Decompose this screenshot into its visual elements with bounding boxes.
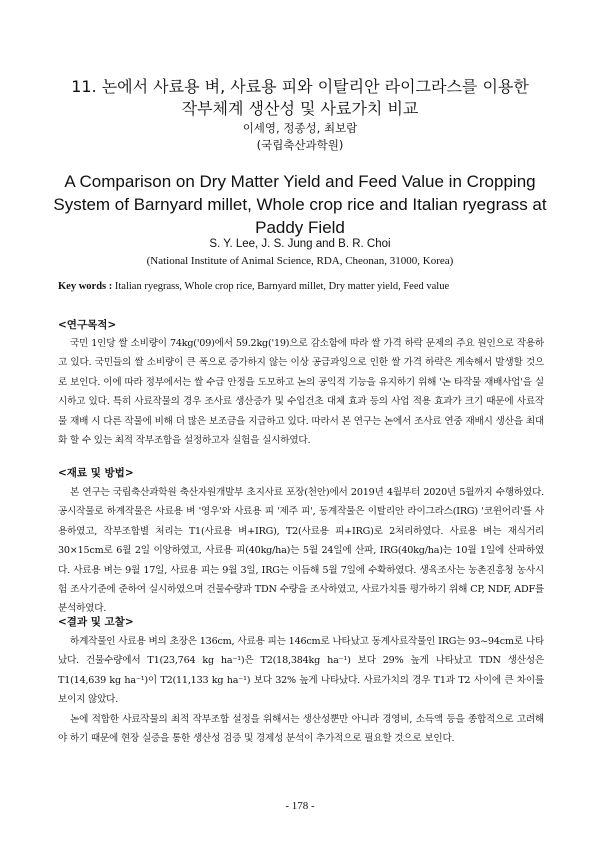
english-authors: S. Y. Lee, J. S. Jung and B. R. Choi (209, 238, 391, 250)
keywords-text: Italian ryegrass, Whole crop rice, Barnyard millet, Dry matter yield, Feed value (114, 281, 450, 292)
results-body (58, 632, 544, 748)
korean-affiliation: (국립축산과학원) (256, 138, 344, 152)
methods-heading: <재료 및 방법> (58, 467, 134, 479)
page-number: - 178 - (285, 800, 315, 812)
objective-paragraph: 국민 1인당 쌀 소비량이 74kg('09)에서 59.2kg('19)으로 감소함에 따라 쌀 가격 하락 문제의 주요 원인으로 작용하고 있다. 국민들의 쌀 소비량이 큰 폭으로 증가하지 않는 이상 공급과잉으로 인한 쌀 가격 하락은 계속해서 발생할 것으로 보인다. 이에 따라 정부에서는 쌀 수급 안정을 도모하고 논의 공익적 기능을 유지하기 위해 '논 타작물 재배사업'을 실시하고 있다. 특히 사료작물의 경우 조사료 생산증가 및 수입건초 대체 효과 등의 사업 적용 효과가 크기 때문에 사료작물 재배 시 다른 작물에 비해 더 많은 보조금을 지급하고 있다. 따라서 본 연구는 논에서 조사료 연중 재배시 생산을 최대화 할 수 있는 최적 작부조합을 설정하고자 실험을 실시하였다. (58, 338, 544, 447)
english-title-line-2: System of Barnyard millet, Whole crop rice and Italian ryegrass at (53, 195, 547, 214)
results-paragraph-2: 논에 적합한 사료작물의 최적 작부조합 설정을 위해서는 생산성뿐만 아니라 경영비, 소득액 등을 종합적으로 고려해야 하기 때문에 현장 실증을 통한 생산성 검증 및 경제성 분석이 추가적으로 필요할 것으로 보인다. (58, 713, 544, 745)
methods-paragraph: 본 연구는 국립축산과학원 축산자원개발부 초지사료 포장(천안)에서 2019년 4월부터 2020년 5월까지 수행하였다. 공시작물로 하계작물은 사료용 벼 '영우'와 사료용 피 '제주 피', 동계작물은 이탈리안 라이그라스(IRG) '코윈어리'를 사용하였고, 작부조합별 처리는 T1(사료용 벼+IRG), T2(사료용 피+IRG)로 2처리하였다. 사료용 벼는 재식거리 30×15cm로 6월 2일 이앙하였고, 사료용 피(40kg/ha)는 5월 24일에 산파, IRG(40kg/ha)는 10월 1일에 산파하였다. 사료용 벼는 9월 17일, 사료용 피는 9월 3일, IRG는 이듬해 5월 7일에 수확하였다. 생육조사는 농촌진흥청 농사시험 조사기준에 준하여 실시하였으며 건물수량과 TDN 수량을 조사하였고, 사료가치를 평가하기 위해 CP, NDF, ADF를 분석하였다. (58, 487, 544, 615)
results-heading: <결과 및 고찰> (58, 616, 134, 628)
keywords-label: Key words : (58, 281, 113, 292)
korean-title-line-2: 작부체계 생산성 및 사료가치 비교 (181, 99, 419, 118)
english-title (40, 170, 560, 239)
objective-body (58, 334, 544, 450)
korean-title-line-1: 11. 논에서 사료용 벼, 사료용 피와 이탈리안 라이그라스를 이용한 (71, 77, 529, 96)
english-affiliation: (National Institute of Animal Science, RDA, Cheonan, 31000, Korea) (146, 255, 454, 267)
methods-body (58, 483, 544, 619)
korean-title (40, 76, 560, 120)
korean-authors: 이세영, 정종성, 최보람 (242, 121, 358, 135)
objective-heading: <연구목적> (58, 319, 117, 331)
english-title-line-1: A Comparison on Dry Matter Yield and Feed Value in Cropping (64, 172, 536, 191)
keywords (58, 279, 558, 294)
english-title-line-3: Paddy Field (255, 218, 345, 237)
results-paragraph-1: 하계작물인 사료용 벼의 초장은 136cm, 사료용 피는 146cm로 나타났고 동계사료작물인 IRG는 93~94cm로 나타났다. 건물수량에서 T1(23,764 kg ha⁻¹)은 T2(18,384kg ha⁻¹) 보다 29% 높게 나타났고 TDN 생산성은 T1(14,639 kg ha⁻¹)이 T2(11,133 kg ha⁻¹) 보다 32% 높게 나타났다. 사료가치의 경우 T1과 T2 사이에 큰 차이를 보이지 않았다. (58, 636, 544, 706)
